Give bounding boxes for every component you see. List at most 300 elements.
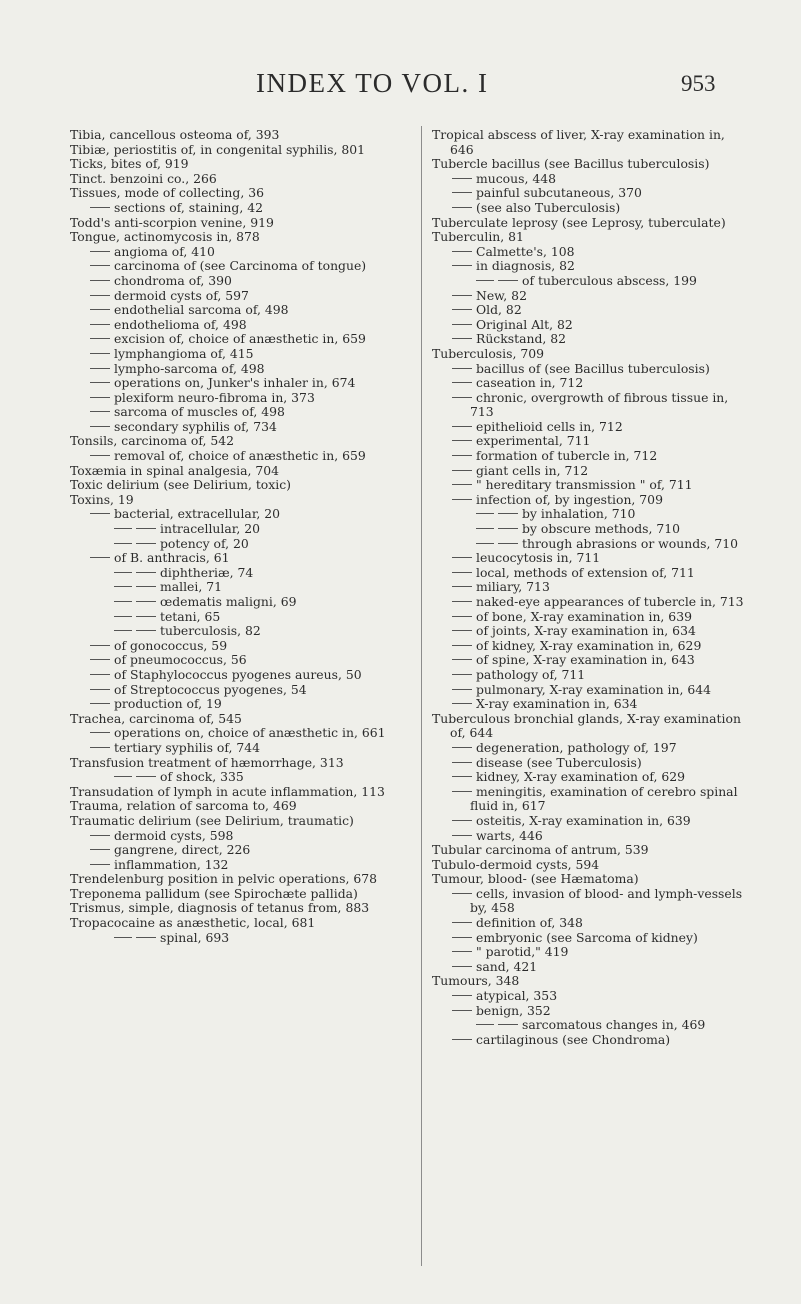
index-entry bbox=[70, 858, 412, 873]
index-entry-text: mallei, 71 bbox=[160, 579, 223, 595]
index-entry bbox=[432, 201, 750, 216]
index-entry-text: Tuberculosis, 709 bbox=[432, 345, 544, 361]
index-entry-text: New, 82 bbox=[476, 287, 527, 303]
index-entry-text: Ticks, bites of, 919 bbox=[70, 156, 189, 172]
index-entry bbox=[432, 624, 750, 639]
index-entry bbox=[70, 931, 412, 946]
index-entry bbox=[70, 712, 412, 727]
page-title: INDEX TO VOL. I bbox=[256, 68, 489, 98]
index-entry bbox=[432, 1018, 750, 1033]
ditto-dash bbox=[452, 178, 472, 179]
ditto-dash bbox=[452, 440, 472, 441]
index-entry bbox=[70, 464, 412, 479]
column-divider bbox=[421, 126, 422, 1266]
index-entry bbox=[432, 785, 750, 814]
index-entry-text: Tubercle bacillus (see Bacillus tuberculosis) bbox=[432, 156, 710, 172]
index-entry-text: benign, 352 bbox=[476, 1002, 551, 1018]
ditto-dash bbox=[136, 776, 156, 777]
index-entry bbox=[432, 683, 750, 698]
ditto-dash bbox=[452, 835, 472, 836]
ditto-dash bbox=[452, 192, 472, 193]
ditto-dash bbox=[452, 922, 472, 923]
ditto-dash bbox=[452, 1039, 472, 1040]
ditto-dash bbox=[452, 207, 472, 208]
index-entry-text: cells, invasion of blood- and lymph-vessels by, 458 bbox=[470, 885, 743, 916]
index-entry-text: painful subcutaneous, 370 bbox=[476, 185, 642, 201]
ditto-dash bbox=[452, 484, 472, 485]
index-entry-text: tetani, 65 bbox=[160, 608, 221, 624]
index-entry-text: " parotid," 419 bbox=[476, 944, 569, 960]
index-entry bbox=[432, 230, 750, 245]
ditto-dash bbox=[90, 659, 110, 660]
ditto-dash bbox=[452, 309, 472, 310]
index-entry bbox=[70, 756, 412, 771]
index-entry-text: of gonococcus, 59 bbox=[114, 637, 228, 653]
index-entry-text: leucocytosis in, 711 bbox=[476, 550, 601, 566]
index-entry-text: formation of tubercle in, 712 bbox=[476, 448, 658, 464]
ditto-dash bbox=[452, 382, 472, 383]
index-entry bbox=[432, 274, 750, 289]
ditto-dash bbox=[452, 499, 472, 500]
ditto-dash bbox=[90, 732, 110, 733]
ditto-dash bbox=[452, 820, 472, 821]
index-entry bbox=[432, 653, 750, 668]
index-entry-text: Treponema pallidum (see Spirochæte pallida) bbox=[70, 885, 358, 901]
index-entry bbox=[70, 566, 412, 581]
ditto-dash bbox=[90, 513, 110, 514]
ditto-dash bbox=[90, 703, 110, 704]
ditto-dash bbox=[452, 674, 472, 675]
ditto-dash bbox=[90, 674, 110, 675]
index-entry bbox=[70, 610, 412, 625]
index-entry-text: Trismus, simple, diagnosis of tetanus from, 883 bbox=[70, 900, 370, 916]
index-entry-text: chondroma of, 390 bbox=[114, 272, 232, 288]
ditto-dash bbox=[452, 470, 472, 471]
index-entry bbox=[70, 143, 412, 158]
index-entry bbox=[432, 376, 750, 391]
index-entry-text: infection of, by ingestion, 709 bbox=[476, 491, 663, 507]
index-column-left bbox=[70, 128, 412, 945]
index-entry-text: caseation in, 712 bbox=[476, 375, 584, 391]
ditto-dash bbox=[452, 572, 472, 573]
index-entry bbox=[432, 172, 750, 187]
index-entry-text: definition of, 348 bbox=[476, 915, 583, 931]
index-entry bbox=[432, 580, 750, 595]
index-entry-text: lymphangioma of, 415 bbox=[114, 345, 254, 361]
ditto-dash bbox=[90, 426, 110, 427]
index-entry-text: of Streptococcus pyogenes, 54 bbox=[114, 681, 307, 697]
ditto-dash bbox=[90, 338, 110, 339]
index-entry bbox=[432, 289, 750, 304]
index-entry bbox=[70, 216, 412, 231]
ditto-dash bbox=[452, 689, 472, 690]
ditto-dash bbox=[452, 455, 472, 456]
index-entry-text: Tongue, actinomycosis in, 878 bbox=[70, 229, 260, 245]
index-entry-text: by inhalation, 710 bbox=[522, 506, 636, 522]
ditto-dash bbox=[452, 586, 472, 587]
index-entry-text: tertiary syphilis of, 744 bbox=[114, 739, 261, 755]
ditto-dash bbox=[90, 368, 110, 369]
page-number: 953 bbox=[681, 71, 716, 96]
index-entry bbox=[70, 391, 412, 406]
ditto-dash bbox=[136, 630, 156, 631]
index-entry-text: miliary, 713 bbox=[476, 579, 550, 595]
index-entry-text: Tuberculin, 81 bbox=[432, 229, 524, 245]
index-entry-text: osteitis, X-ray examination in, 639 bbox=[476, 812, 691, 828]
index-entry bbox=[432, 128, 750, 157]
index-entry bbox=[432, 843, 750, 858]
index-entry-text: Old, 82 bbox=[476, 302, 522, 318]
ditto-dash bbox=[90, 353, 110, 354]
ditto-dash bbox=[90, 645, 110, 646]
ditto-dash bbox=[452, 776, 472, 777]
index-entry bbox=[70, 814, 412, 829]
index-entry-text: production of, 19 bbox=[114, 696, 222, 712]
index-entry bbox=[70, 318, 412, 333]
index-entry bbox=[432, 216, 750, 231]
index-entry-text: Tonsils, carcinoma of, 542 bbox=[70, 433, 235, 449]
index-entry bbox=[432, 391, 750, 420]
index-entry-text: cartilaginous (see Chondroma) bbox=[476, 1031, 671, 1047]
index-entry bbox=[432, 931, 750, 946]
index-entry bbox=[70, 726, 412, 741]
index-entry bbox=[70, 522, 412, 537]
ditto-dash bbox=[452, 557, 472, 558]
ditto-dash bbox=[114, 572, 132, 573]
ditto-dash bbox=[498, 280, 518, 281]
index-entry-text: intracellular, 20 bbox=[160, 521, 260, 537]
index-entry bbox=[70, 230, 412, 245]
index-entry bbox=[70, 303, 412, 318]
index-entry-text: pulmonary, X-ray examination in, 644 bbox=[476, 681, 711, 697]
index-entry-text: Tibia, cancellous osteoma of, 393 bbox=[70, 127, 280, 142]
index-entry bbox=[432, 756, 750, 771]
index-entry-text: Tinct. benzoini co., 266 bbox=[70, 170, 217, 186]
ditto-dash bbox=[498, 1024, 518, 1025]
index-entry-text: Tubulo-dermoid cysts, 594 bbox=[432, 856, 600, 872]
ditto-dash bbox=[136, 616, 156, 617]
ditto-dash bbox=[452, 762, 472, 763]
ditto-dash bbox=[90, 397, 110, 398]
index-entry bbox=[70, 507, 412, 522]
ditto-dash bbox=[90, 557, 110, 558]
ditto-dash bbox=[136, 937, 156, 938]
index-entry bbox=[432, 1004, 750, 1019]
index-entry bbox=[432, 362, 750, 377]
index-entry bbox=[432, 566, 750, 581]
index-entry bbox=[70, 916, 412, 931]
index-column-right bbox=[432, 128, 750, 1047]
index-entry bbox=[432, 464, 750, 479]
index-entry bbox=[70, 595, 412, 610]
index-entry-text: atypical, 353 bbox=[476, 988, 558, 1004]
index-entry bbox=[70, 259, 412, 274]
ditto-dash bbox=[452, 426, 472, 427]
index-entry-text: chronic, overgrowth of fibrous tissue in, 713 bbox=[470, 389, 729, 420]
index-entry-text: Tumour, blood- (see Hæmatoma) bbox=[432, 871, 639, 887]
index-entry-text: in diagnosis, 82 bbox=[476, 258, 575, 274]
ditto-dash bbox=[452, 397, 472, 398]
index-entry bbox=[70, 799, 412, 814]
index-entry-text: Trauma, relation of sarcoma to, 469 bbox=[70, 798, 297, 814]
index-entry bbox=[70, 653, 412, 668]
index-entry-text: diphtheriæ, 74 bbox=[160, 564, 254, 580]
index-entry bbox=[70, 376, 412, 391]
ditto-dash bbox=[90, 835, 110, 836]
index-entry-text: Toxæmia in spinal analgesia, 704 bbox=[70, 462, 280, 478]
index-entry bbox=[70, 887, 412, 902]
index-entry-text: Traumatic delirium (see Delirium, traumatic) bbox=[70, 812, 354, 828]
index-entry-text: Toxic delirium (see Delirium, toxic) bbox=[70, 477, 291, 493]
ditto-dash bbox=[136, 543, 156, 544]
index-entry bbox=[432, 595, 750, 610]
index-entry-text: local, methods of extension of, 711 bbox=[476, 564, 695, 580]
index-entry bbox=[70, 201, 412, 216]
index-entry bbox=[432, 916, 750, 931]
ditto-dash bbox=[90, 849, 110, 850]
index-entry bbox=[70, 537, 412, 552]
ditto-dash bbox=[90, 747, 110, 748]
ditto-dash bbox=[452, 966, 472, 967]
ditto-dash bbox=[498, 528, 518, 529]
ditto-dash bbox=[452, 893, 472, 894]
index-entry bbox=[70, 362, 412, 377]
index-entry bbox=[70, 434, 412, 449]
index-entry-text: meningitis, examination of cerebro spinal fluid in, 617 bbox=[470, 783, 738, 814]
index-entry bbox=[432, 332, 750, 347]
index-entry bbox=[70, 405, 412, 420]
index-entry-text: X-ray examination in, 634 bbox=[476, 696, 638, 712]
index-entry bbox=[70, 639, 412, 654]
ditto-dash bbox=[114, 601, 132, 602]
ditto-dash bbox=[452, 703, 472, 704]
index-entry bbox=[70, 332, 412, 347]
index-entry-text: of shock, 335 bbox=[160, 769, 244, 785]
index-entry-text: pathology of, 711 bbox=[476, 666, 586, 682]
index-entry-text: dermoid cysts of, 597 bbox=[114, 287, 249, 303]
ditto-dash bbox=[90, 265, 110, 266]
index-entry bbox=[432, 960, 750, 975]
index-entry-text: of joints, X-ray examination in, 634 bbox=[476, 623, 696, 639]
index-entry-text: bacillus of (see Bacillus tuberculosis) bbox=[476, 360, 710, 376]
index-entry bbox=[70, 186, 412, 201]
ditto-dash bbox=[136, 528, 156, 529]
index-entry bbox=[432, 157, 750, 172]
ditto-dash bbox=[136, 601, 156, 602]
index-entry-text: Tissues, mode of collecting, 36 bbox=[70, 185, 264, 201]
index-entry-text: degeneration, pathology of, 197 bbox=[476, 739, 677, 755]
ditto-dash bbox=[452, 747, 472, 748]
ditto-dash bbox=[114, 528, 132, 529]
index-entry bbox=[70, 289, 412, 304]
ditto-dash bbox=[476, 528, 494, 529]
index-entry-text: tuberculosis, 82 bbox=[160, 623, 261, 639]
ditto-dash bbox=[452, 601, 472, 602]
index-entry bbox=[432, 668, 750, 683]
index-entry bbox=[432, 537, 750, 552]
ditto-dash bbox=[498, 543, 518, 544]
index-entry-text: gangrene, direct, 226 bbox=[114, 842, 251, 858]
index-entry bbox=[70, 128, 412, 143]
ditto-dash bbox=[90, 280, 110, 281]
index-entry-text: epithelioid cells in, 712 bbox=[476, 418, 623, 434]
index-entry-text: mucous, 448 bbox=[476, 170, 556, 186]
index-entry-text: sarcomatous changes in, 469 bbox=[522, 1017, 706, 1033]
ditto-dash bbox=[90, 382, 110, 383]
index-entry-text: Tuberculate leprosy (see Leprosy, tuberculate) bbox=[432, 214, 726, 230]
index-entry-text: warts, 446 bbox=[476, 827, 543, 843]
index-entry bbox=[432, 610, 750, 625]
index-entry-text: Tropacocaine as anæsthetic, local, 681 bbox=[70, 915, 316, 931]
index-entry bbox=[432, 449, 750, 464]
index-entry bbox=[70, 697, 412, 712]
index-entry bbox=[432, 639, 750, 654]
index-entry-text: endothelioma of, 498 bbox=[114, 316, 247, 332]
index-entry-text: Trendelenburg position in pelvic operations, 678 bbox=[70, 871, 378, 887]
index-entry-text: Tibiæ, periostitis of, in congenital syphilis, 801 bbox=[70, 141, 366, 157]
index-entry-text: sarcoma of muscles of, 498 bbox=[114, 404, 285, 420]
index-entry-text: Original Alt, 82 bbox=[476, 316, 573, 332]
ditto-dash bbox=[452, 616, 472, 617]
ditto-dash bbox=[476, 280, 494, 281]
index-entry-text: by obscure methods, 710 bbox=[522, 521, 681, 537]
index-entry-text: Calmette's, 108 bbox=[476, 243, 575, 259]
index-entry bbox=[70, 245, 412, 260]
ditto-dash bbox=[452, 338, 472, 339]
index-entry bbox=[432, 303, 750, 318]
index-entry bbox=[70, 741, 412, 756]
index-entry-text: of B. anthracis, 61 bbox=[114, 550, 230, 566]
ditto-dash bbox=[90, 309, 110, 310]
index-entry-text: Tropical abscess of liver, X-ray examination in, 646 bbox=[432, 127, 725, 157]
index-entry bbox=[70, 172, 412, 187]
ditto-dash bbox=[452, 251, 472, 252]
index-entry-text: Tubular carcinoma of antrum, 539 bbox=[432, 842, 649, 858]
ditto-dash bbox=[452, 295, 472, 296]
ditto-dash bbox=[136, 586, 156, 587]
index-entry bbox=[432, 741, 750, 756]
index-entry-text: of kidney, X-ray examination in, 629 bbox=[476, 637, 702, 653]
index-entry-text: Transfusion treatment of hæmorrhage, 313 bbox=[70, 754, 344, 770]
ditto-dash bbox=[452, 324, 472, 325]
index-entry bbox=[70, 683, 412, 698]
ditto-dash bbox=[114, 543, 132, 544]
index-entry-text: naked-eye appearances of tubercle in, 713 bbox=[476, 594, 744, 609]
index-entry-text: experimental, 711 bbox=[476, 433, 591, 449]
index-entry-text: operations on, choice of anæsthetic in, 661 bbox=[114, 725, 386, 741]
index-entry-text: through abrasions or wounds, 710 bbox=[522, 535, 739, 551]
index-entry bbox=[432, 770, 750, 785]
ditto-dash bbox=[476, 543, 494, 544]
ditto-dash bbox=[476, 1024, 494, 1025]
index-entry bbox=[432, 434, 750, 449]
index-entry-text: sand, 421 bbox=[476, 958, 538, 974]
index-entry-text: endothelial sarcoma of, 498 bbox=[114, 302, 289, 318]
ditto-dash bbox=[476, 513, 494, 514]
index-entry-text: of tuberculous abscess, 199 bbox=[522, 272, 697, 288]
ditto-dash bbox=[136, 572, 156, 573]
index-entry-text: plexiform neuro-fibroma in, 373 bbox=[114, 389, 315, 405]
index-entry bbox=[432, 887, 750, 916]
index-entry-text: giant cells in, 712 bbox=[476, 462, 589, 478]
ditto-dash bbox=[90, 455, 110, 456]
ditto-dash bbox=[114, 616, 132, 617]
ditto-dash bbox=[114, 937, 132, 938]
index-entry-text: removal of, choice of anæsthetic in, 659 bbox=[114, 448, 366, 464]
ditto-dash bbox=[452, 791, 472, 792]
index-entry bbox=[70, 901, 412, 916]
index-entry-text: " hereditary transmission " of, 711 bbox=[476, 477, 693, 493]
index-entry bbox=[432, 814, 750, 829]
ditto-dash bbox=[90, 207, 110, 208]
index-entry bbox=[432, 245, 750, 260]
index-entry bbox=[70, 668, 412, 683]
index-entry bbox=[432, 522, 750, 537]
index-entry bbox=[70, 420, 412, 435]
ditto-dash bbox=[452, 659, 472, 660]
ditto-dash bbox=[498, 513, 518, 514]
ditto-dash bbox=[452, 265, 472, 266]
index-entry bbox=[432, 858, 750, 873]
index-entry bbox=[432, 318, 750, 333]
ditto-dash bbox=[452, 645, 472, 646]
index-entry bbox=[432, 259, 750, 274]
index-entry-text: of bone, X-ray examination in, 639 bbox=[476, 608, 692, 624]
ditto-dash bbox=[452, 937, 472, 938]
ditto-dash bbox=[452, 1010, 472, 1011]
index-entry-text: of pneumococcus, 56 bbox=[114, 652, 247, 668]
ditto-dash bbox=[452, 951, 472, 952]
index-entry bbox=[70, 347, 412, 362]
ditto-dash bbox=[452, 995, 472, 996]
index-entry-text: Trachea, carcinoma of, 545 bbox=[70, 710, 242, 726]
index-entry-text: carcinoma of (see Carcinoma of tongue) bbox=[114, 258, 367, 274]
index-entry-text: Tuberculous bronchial glands, X-ray examination of, 644 bbox=[432, 710, 741, 741]
index-entry-text: disease (see Tuberculosis) bbox=[476, 754, 642, 770]
ditto-dash bbox=[90, 251, 110, 252]
index-entry bbox=[70, 580, 412, 595]
index-entry-text: inflammation, 132 bbox=[114, 856, 229, 872]
index-entry bbox=[432, 697, 750, 712]
index-entry-text: œdematis maligni, 69 bbox=[160, 594, 297, 609]
ditto-dash bbox=[114, 586, 132, 587]
ditto-dash bbox=[114, 630, 132, 631]
page-header bbox=[0, 68, 801, 108]
index-entry bbox=[70, 785, 412, 800]
index-entry-text: (see also Tuberculosis) bbox=[476, 199, 621, 215]
index-entry bbox=[432, 478, 750, 493]
ditto-dash bbox=[90, 864, 110, 865]
index-entry bbox=[432, 347, 750, 362]
index-entry bbox=[432, 1033, 750, 1048]
index-entry bbox=[70, 843, 412, 858]
ditto-dash bbox=[452, 368, 472, 369]
index-entry-text: Transudation of lymph in acute inflammation, 113 bbox=[70, 783, 385, 799]
index-entry bbox=[70, 872, 412, 887]
index-entry bbox=[70, 478, 412, 493]
index-entry-text: operations on, Junker's inhaler in, 674 bbox=[114, 375, 356, 391]
index-entry-text: Toxins, 19 bbox=[70, 491, 134, 507]
index-entry-text: Tumours, 348 bbox=[432, 973, 520, 989]
index-entry-text: sections of, staining, 42 bbox=[114, 199, 263, 215]
index-entry bbox=[70, 624, 412, 639]
index-entry bbox=[432, 974, 750, 989]
ditto-dash bbox=[90, 411, 110, 412]
ditto-dash bbox=[114, 776, 132, 777]
index-entry-text: lympho-sarcoma of, 498 bbox=[114, 360, 265, 376]
index-entry bbox=[70, 551, 412, 566]
index-entry-text: excision of, choice of anæsthetic in, 659 bbox=[114, 331, 366, 347]
